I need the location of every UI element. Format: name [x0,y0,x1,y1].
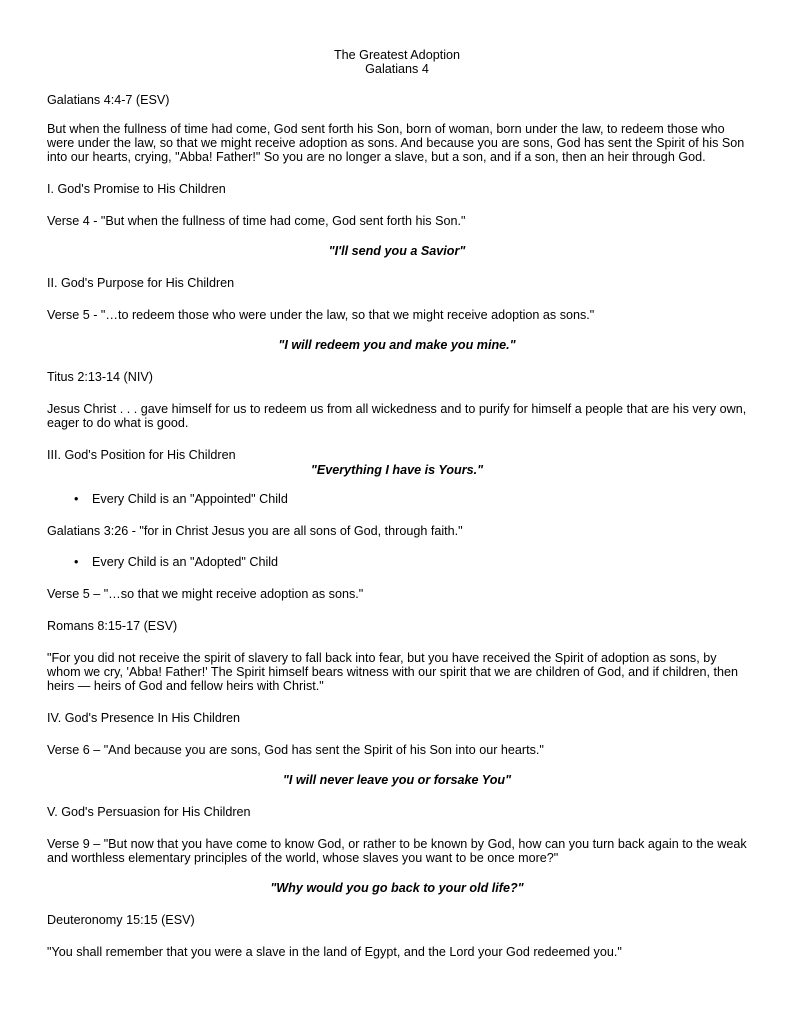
bullet-list-adopted [47,555,747,569]
section-5-cross-text: "You shall remember that you were a slave in the land of Egypt, and the Lord your God redeemed you." [47,945,622,959]
section-1-emphasis: "I'll send you a Savior" [328,244,466,258]
intro-reference: Galatians 4:4-7 (ESV) [47,93,170,107]
section-5-emphasis: "Why would you go back to your old life?" [270,881,524,895]
section-3-verse-1: Galatians 3:26 - "for in Christ Jesus you are all sons of God, through faith." [47,524,463,538]
bullet-icon: • [74,555,79,569]
bullet-icon: • [74,492,79,506]
list-item [47,555,747,569]
section-4-verse: Verse 6 – "And because you are sons, God has sent the Spirit of his Son into our hearts." [47,743,544,757]
document-page [47,48,747,959]
document-title: The Greatest Adoption [333,48,461,62]
section-1-heading: I. God's Promise to His Children [47,182,226,196]
list-item [47,492,747,506]
section-3-emphasis: "Everything I have is Yours." [310,463,484,477]
bullet-list-appointed [47,492,747,506]
section-2-verse: Verse 5 - "…to redeem those who were under the law, so that we might receive adoption as sons." [47,308,595,322]
section-4-heading: IV. God's Presence In His Children [47,711,241,725]
document-subtitle: Galatians 4 [365,62,429,76]
section-2-heading: II. God's Purpose for His Children [47,276,235,290]
section-5-heading: V. God's Persuasion for His Children [47,805,251,819]
section-4-emphasis: "I will never leave you or forsake You" [282,773,512,787]
bullet-text-adopted: Every Child is an "Adopted" Child [92,555,279,569]
section-3-cross-text: "For you did not receive the spirit of slavery to fall back into fear, but you have received the Spirit of adoption as sons, by whom we cry, 'Abba! Father!' The Spirit himself bears witness with our spirit that we are children of God, and if children, then heirs — heirs of God and fellow heirs with Christ." [47,651,739,693]
section-2-emphasis: "I will redeem you and make you mine." [278,338,516,352]
section-3-cross-reference: Romans 8:15-17 (ESV) [47,619,178,633]
section-1-verse: Verse 4 - "But when the fullness of time had come, God sent forth his Son." [47,214,466,228]
intro-passage: But when the fullness of time had come, God sent forth his Son, born of woman, born under the law, to redeem those who were under the law, so that we might receive adoption as sons. And because you are sons, God has sent the Spirit of his Son into our hearts, crying, "Abba! Father!" So you are no longer a slave, but a son, and if a son, then an heir through God. [47,122,745,164]
bullet-text-appointed: Every Child is an "Appointed" Child [92,492,288,506]
section-3-heading: III. God's Position for His Children [47,448,236,462]
section-3-verse-2: Verse 5 – "…so that we might receive adoption as sons." [47,587,364,601]
section-5-verse: Verse 9 – "But now that you have come to know God, or rather to be known by God, how can you turn back again to the weak and worthless elementary principles of the world, whose slaves you want to be once more?" [47,837,747,865]
section-2-cross-text: Jesus Christ . . . gave himself for us to redeem us from all wickedness and to purify for himself a people that are his very own, eager to do what is good. [47,402,747,430]
section-2-cross-reference: Titus 2:13-14 (NIV) [47,370,153,384]
section-5-cross-reference: Deuteronomy 15:15 (ESV) [47,913,195,927]
